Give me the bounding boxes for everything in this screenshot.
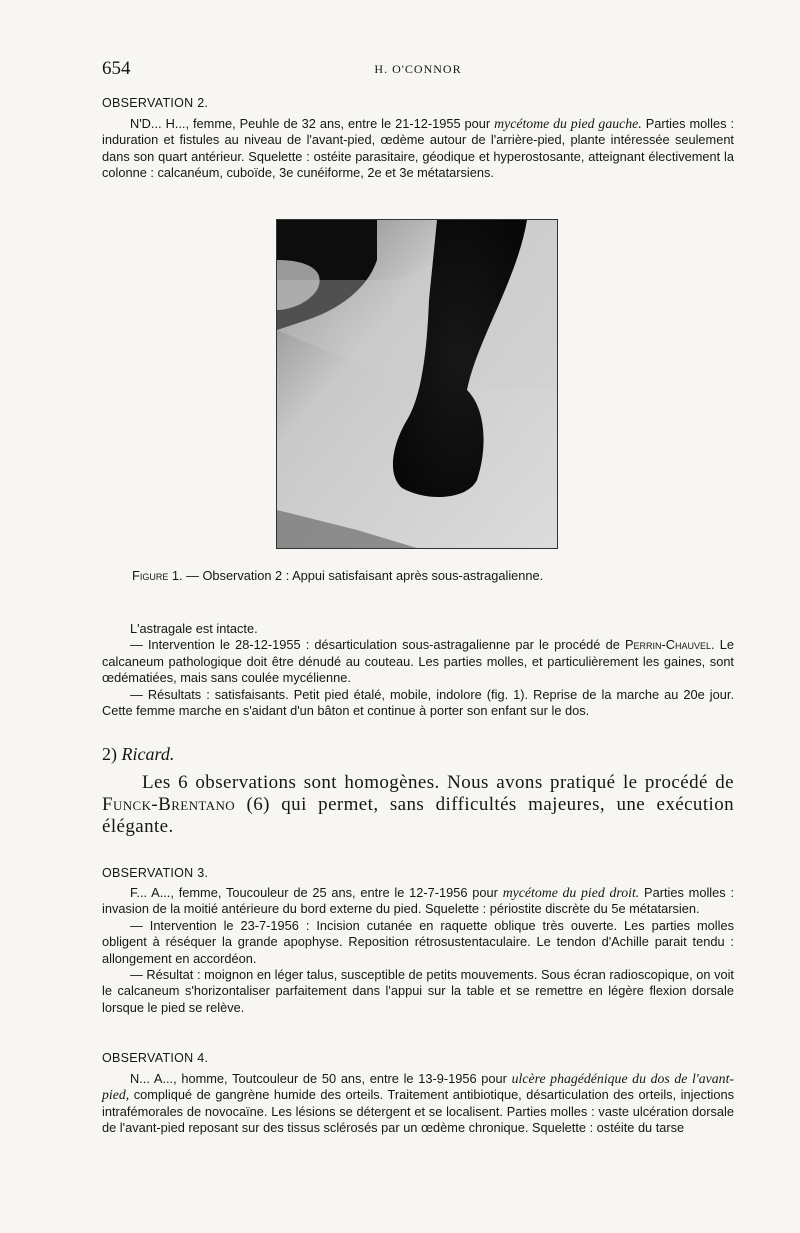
figure-1-photo [276,219,558,549]
author-name: Funck-Brentano [102,794,236,815]
text-run: compliqué de gangrène humide des orteils. Traitement antibiotique, désarticulation des orteils, injections intrafémorales de novocaïne. Les lésions se détergent et se localisent. Parties molles : vaste ulcération dorsale de l'avant-pied reposant sur des tissus sclérosés par un œdème chronique. Squelette : ostéite du tarse [102,1087,734,1136]
paragraph: — Intervention le 23-7-1956 : Incision cutanée en raquette oblique très ouverte. Les parties molles obligent à réséquer la grande apophyse. Reposition rétrosustentaculaire. Le tendon d'Achille parait tendu : allongement en accordéon. [102,917,734,966]
caption-text: — Observation 2 : Appui satisfaisant après sous-astragalienne. [182,568,544,583]
section-number: 2) [102,744,117,764]
section-name: Ricard. [121,744,175,764]
paragraph: — Résultat : moignon en léger talus, susceptible de petits mouvements. Sous écran radioscopique, on voit le calcaneum s'horizontaliser parfaitement dans l'appui sur la table et se remettre en légère flexion dorsale lorsque le pied se relève. [102,967,734,1015]
running-head: H. O'CONNOR [374,62,462,76]
text-run: — Intervention le 28-12-1955 : désarticulation sous-astragalienne par le procédé de [130,637,625,653]
diagnosis-italic: mycétome du pied gauche. [494,116,642,131]
paragraph: — Résultats : satisfaisants. Petit pied étalé, mobile, indolore (fig. 1). Reprise de la marche au 20e jour. Cette femme marche en s'aidant d'un bâton et continue à porter son enfant sur le dos. [102,686,734,719]
observation-2-continued [102,621,734,719]
observation-3-heading: OBSERVATION 3. [102,866,209,880]
text-run: Les 6 observations sont homogènes. Nous avons pratiqué le procédé de [142,772,734,793]
text-run: (6) qui permet, sans difficultés majeures, une exécution élégante. [102,794,734,837]
text-run: N... A..., homme, Toutcouleur de 50 ans, entre le 13-9-1956 pour [130,1071,512,1086]
text-run: F... A..., femme, Toucouleur de 25 ans, entre le 12-7-1956 pour [130,885,503,900]
figure-1-caption [132,568,732,583]
text-run: Parties molles : induration et fistules au niveau de l'avant-pied, œdème autour de l'arrière-pied, plante intéressée seulement dans son quart antérieur. Squelette : ostéite parasitaire, géodique et hyperostosante, atteignant électivement la colonne : calcanéum, cuboïde, 3e cunéiforme, 2e et 3e métatarsiens. [102,116,734,181]
observation-3-paragraph [102,885,734,1016]
text-run: N'D... H..., femme, Peuhle de 32 ans, entre le 21-12-1955 pour [130,116,495,131]
page-header [102,58,734,82]
figure-label: Figure 1. [132,568,183,583]
paragraph: L'astragale est intacte. [130,621,258,636]
diagnosis-italic: mycétome du pied droit. [502,885,640,900]
diagnosis-italic: ulcère phagédénique du dos de l'avant-pied, [102,1071,734,1103]
text-run: Parties molles : invasion de la moitié antérieure du bord externe du pied. Squelette : périostite discrète du 5e métatarsien. [102,885,735,917]
procedure-name: Perrin-Chauvel [624,637,712,653]
observation-2-paragraph [102,116,734,182]
observation-4-paragraph [102,1071,734,1137]
page-number: 654 [102,58,131,79]
foot-photograph [277,220,557,548]
observation-2-heading: OBSERVATION 2. [102,96,209,110]
section-intro [102,772,734,838]
text-run: . Le calcaneum pathologique doit être dénudé au couteau. Les parties molles, et particulièrement les gaines, sont œdématiées, mais sans coulée mycélienne. [102,637,734,686]
section-title [102,744,174,765]
observation-4-heading: OBSERVATION 4. [102,1051,209,1065]
